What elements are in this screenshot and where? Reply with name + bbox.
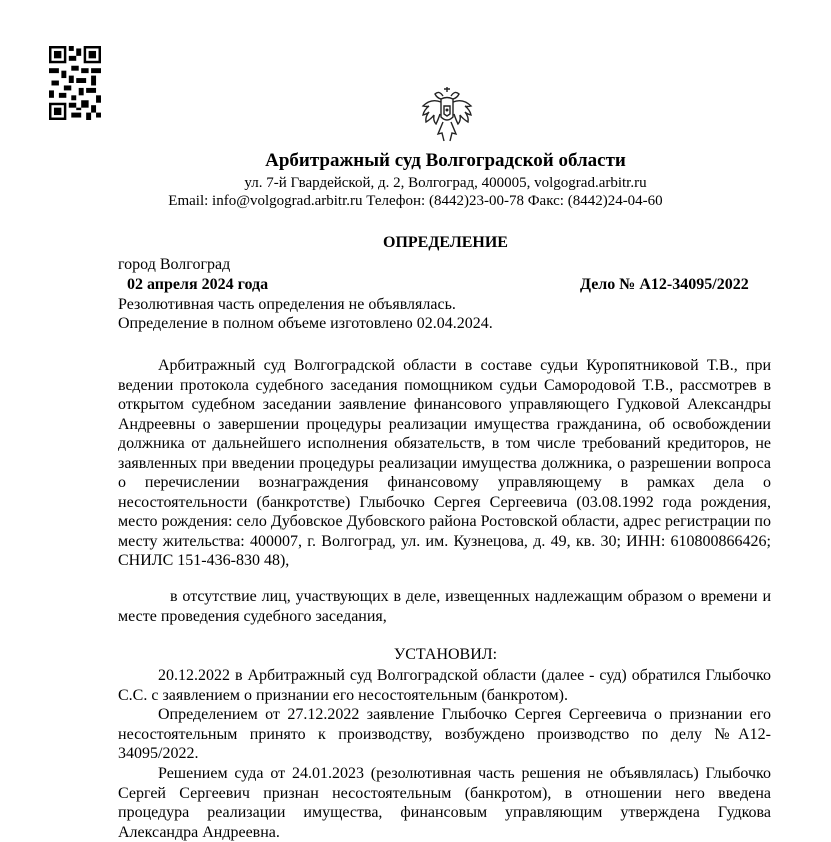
paragraph-filed: 20.12.2022 в Арбитражный суд Волгоградской области (далее - суд) обратился Глыбочко С.С. с заявлением о признании его несостоятельным (банкротом). bbox=[118, 667, 771, 704]
section-title: УСТАНОВИЛ: bbox=[393, 646, 498, 663]
coat-of-arms-icon bbox=[413, 84, 481, 146]
paragraph-decision: Решением суда от 24.01.2023 (резолютивная часть решения не объявлялась) Глыбочко Сергей Сергеевич признан несостоятельным (банкротом), в отношении него введена процедура реализации имущества, финансовым управляющим утверждена Гудкова Александра Андреевна. bbox=[118, 765, 771, 841]
note-resolutive: Резолютивная часть определения не объявлялась. bbox=[118, 296, 456, 313]
court-contacts: Email: info@volgograd.arbitr.ru Телефон: (8442)23-00-78 Факс: (8442)24-04-60 bbox=[168, 193, 663, 209]
paragraph-intro: Арбитражный суд Волгоградской области в составе судьи Куропятниковой Т.В., при ведении протокола судебного заседания помощником судьи Самородовой Т.В., рассмотрев в открытом судебном заседании заявление финансового управляющего Гудковой Александры Андреевны о завершении процедуры реализации имущества гражданина, об освобождении должника от дальнейшего исполнения обязательств, в том числе требований кредиторов, не заявленных при введении процедуры реализации имущества должника, о разрешении вопроса о перечислении вознаграждения финансовому управляющему в рамках дела о несостоятельности (банкротстве) Глыбочко Сергея Сергеевича (03.08.1992 года рождения, место рождения: село Дубовское Дубовского района Ростовской области, адрес регистрации по месту жительства: 400007, г. Волгоград, ул. им. Кузнецова, д. 49, кв. 30; ИНН: 610800866426; СНИЛС 151-436-830 48), bbox=[118, 357, 771, 569]
court-name: Арбитражный суд Волгоградской области bbox=[265, 150, 626, 171]
court-address: ул. 7-й Гвардейской, д. 2, Волгоград, 400005, volgograd.arbitr.ru bbox=[244, 175, 647, 191]
paragraph-accepted: Определением от 27.12.2022 заявление Глыбочко Сергея Сергеевича о признании его несостоятельным принято к производству, возбуждено производство по делу №А12-34095/2022. bbox=[118, 706, 771, 762]
note-full-text: Определение в полном объеме изготовлено 02.04.2024. bbox=[118, 315, 493, 332]
city-line: город Волгоград bbox=[118, 256, 231, 273]
document-title: ОПРЕДЕЛЕНИЕ bbox=[383, 234, 508, 251]
case-number: Дело № А12-34095/2022 bbox=[580, 276, 749, 293]
qr-code bbox=[49, 46, 101, 120]
document-date: 02 апреля 2024 года bbox=[127, 276, 269, 293]
paragraph-absence: в отсутствие лиц, участвующих в деле, извещенных надлежащим образом о времени и месте проведения судебного заседания, bbox=[118, 588, 771, 625]
